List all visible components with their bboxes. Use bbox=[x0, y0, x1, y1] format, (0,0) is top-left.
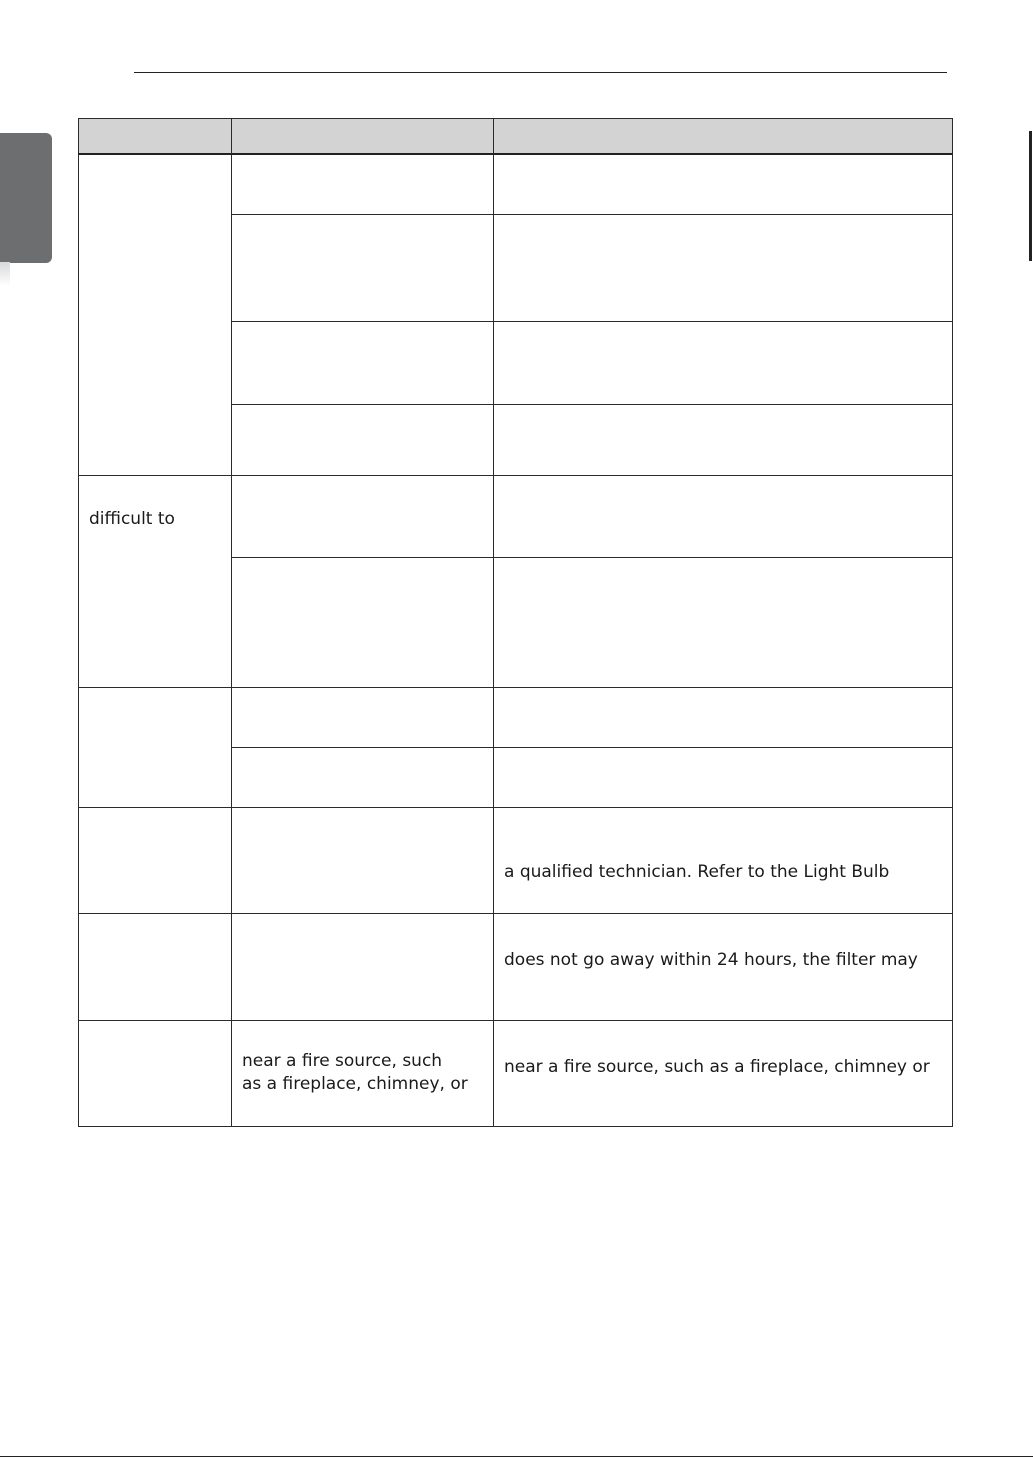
edge-mark bbox=[1029, 131, 1032, 261]
table-row bbox=[79, 913, 953, 1020]
header-solution bbox=[494, 119, 953, 155]
section-tab bbox=[0, 133, 52, 263]
cause-cell bbox=[232, 807, 494, 913]
table-row bbox=[79, 475, 953, 557]
problem-cell bbox=[79, 1020, 232, 1126]
solution-cell bbox=[494, 404, 953, 475]
solution-text: does not go away within 24 hours, the filter may bbox=[504, 950, 918, 970]
problem-cell bbox=[79, 913, 232, 1020]
problem-cell: difficult to bbox=[79, 475, 232, 687]
cause-text-line: near a fire source, such bbox=[242, 1051, 443, 1071]
solution-text: a qualified technician. Refer to the Light Bulb bbox=[504, 861, 890, 882]
cause-cell bbox=[232, 475, 494, 557]
table-header-row bbox=[79, 119, 953, 155]
solution-cell bbox=[494, 1020, 953, 1126]
section-tab-shadow bbox=[0, 262, 10, 286]
problem-cell bbox=[79, 154, 232, 475]
solution-cell bbox=[494, 557, 953, 687]
header-possible-cause bbox=[232, 119, 494, 155]
cause-cell bbox=[232, 747, 494, 807]
problem-cell bbox=[79, 807, 232, 913]
table-row bbox=[79, 807, 953, 913]
header-rule bbox=[134, 72, 947, 73]
cause-cell bbox=[232, 214, 494, 321]
cause-cell bbox=[232, 321, 494, 404]
solution-cell bbox=[494, 747, 953, 807]
cause-cell bbox=[232, 557, 494, 687]
header-problem bbox=[79, 119, 232, 155]
cause-cell bbox=[232, 154, 494, 214]
table-row bbox=[79, 154, 953, 214]
cause-cell bbox=[232, 1020, 494, 1126]
solution-cell bbox=[494, 214, 953, 321]
troubleshooting-table bbox=[78, 118, 953, 1127]
solution-cell bbox=[494, 807, 953, 913]
cause-cell bbox=[232, 404, 494, 475]
footer-rule bbox=[0, 1456, 1033, 1457]
solution-cell bbox=[494, 687, 953, 747]
solution-cell bbox=[494, 321, 953, 404]
solution-cell bbox=[494, 475, 953, 557]
solution-cell bbox=[494, 913, 953, 1020]
cause-text-line: as a fireplace, chimney, or bbox=[242, 1074, 468, 1094]
solution-cell bbox=[494, 154, 953, 214]
solution-text: near a fire source, such as a fireplace, chimney or bbox=[504, 1056, 930, 1077]
table-row bbox=[79, 687, 953, 747]
problem-cell bbox=[79, 687, 232, 807]
cause-cell bbox=[232, 687, 494, 747]
table-row bbox=[79, 1020, 953, 1126]
cause-cell bbox=[232, 913, 494, 1020]
